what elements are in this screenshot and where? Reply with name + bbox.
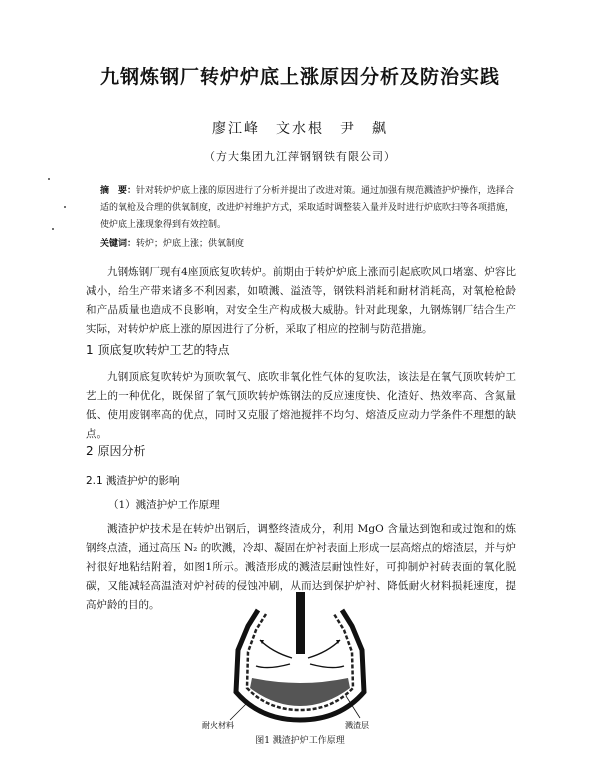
abstract-text: 针对转炉炉底上涨的原因进行了分析并提出了改进对策。通过加强有规范溅渣护炉操作，选择合适的氧枪及合理的供氧制度，改进炉衬维护方式，采取适时调整装入量并及时进行炉底吹扫等各项措施，使炉底上涨现象得到有效控制。 xyxy=(100,186,515,230)
paper-affiliation: （方大集团九江萍钢钢铁有限公司） xyxy=(204,150,396,163)
item-1-paragraph: 溅渣护炉技术是在转炉出钢后，调整终渣成分，利用 MgO 含量达到饱和或过饱和的炼钢终点渣，通过高压 N₂ 的吹溅，冷却、凝固在炉衬表面上形成一层高熔点的熔渣层，并与炉衬很好地粘结附着，如图1所示。溅渣形成的溅渣层耐蚀性好，可抑制炉衬砖表面的氧化脱碳，又能减轻高温渣对炉衬砖的侵蚀冲刷，从而达到保护炉衬、降低耐火材料损耗速度，提高炉龄的目的。 xyxy=(86,523,516,611)
scan-speck xyxy=(48,178,50,180)
section-1-paragraph: 九钢顶底复吹转炉为顶吹氧气、底吹非氧化性气体的复吹法，该法是在氧气顶吹转炉工艺上的一种优化，既保留了氧气顶吹转炉炼钢法的反应速度快、化渣好、热效率高、含氮量低、使用废钢率高的优点，同时又克服了熔池搅拌不均匀、熔渣反应动力学条件不理想的缺点。 xyxy=(86,371,516,440)
intro-paragraph: 九钢炼钢厂现有4座顶底复吹转炉。前期由于转炉炉底上涨而引起底吹风口堵塞、炉容比减小，给生产带来诸多不利因素，如喷溅、溢渣等，钢铁料消耗和耐材消耗高，对氧枪枪龄和产品质量也造成不良影响，对安全生产构成极大威胁。针对此现象，九钢炼钢厂结合生产实际，对转炉炉底上涨的原因进行了分析，采取了相应的控制与防范措施。 xyxy=(86,266,516,335)
keywords-text: 转炉；炉底上涨；供氧制度 xyxy=(136,239,245,249)
section-2-heading: 2 原因分析 xyxy=(86,444,146,458)
abstract xyxy=(100,183,520,234)
paper-authors: 廖江峰 文水根 尹 飙 xyxy=(212,121,388,137)
keywords xyxy=(100,236,520,249)
converter-diagram xyxy=(200,592,400,732)
keywords-label: 关键词： xyxy=(100,239,137,249)
item-1-heading: （1）溅渣护炉工作原理 xyxy=(108,499,220,511)
molten-slag xyxy=(250,678,350,706)
figure-label-refractory: 耐火材料 xyxy=(202,721,234,730)
oxygen-lance xyxy=(296,592,305,654)
scan-speck xyxy=(64,206,66,208)
section-1-heading: 1 顶底复吹转炉工艺的特点 xyxy=(86,343,230,357)
scan-speck xyxy=(52,228,54,230)
figure-label-slag-layer: 溅渣层 xyxy=(345,721,369,730)
figure-caption: 图1 溅渣护炉工作原理 xyxy=(255,736,345,746)
subsection-2-1-heading: 2.1 溅渣护炉的影响 xyxy=(86,475,180,487)
abstract-label: 摘 要： xyxy=(100,186,137,196)
paper-title: 九钢炼钢厂转炉炉底上涨原因分析及防治实践 xyxy=(99,66,500,88)
